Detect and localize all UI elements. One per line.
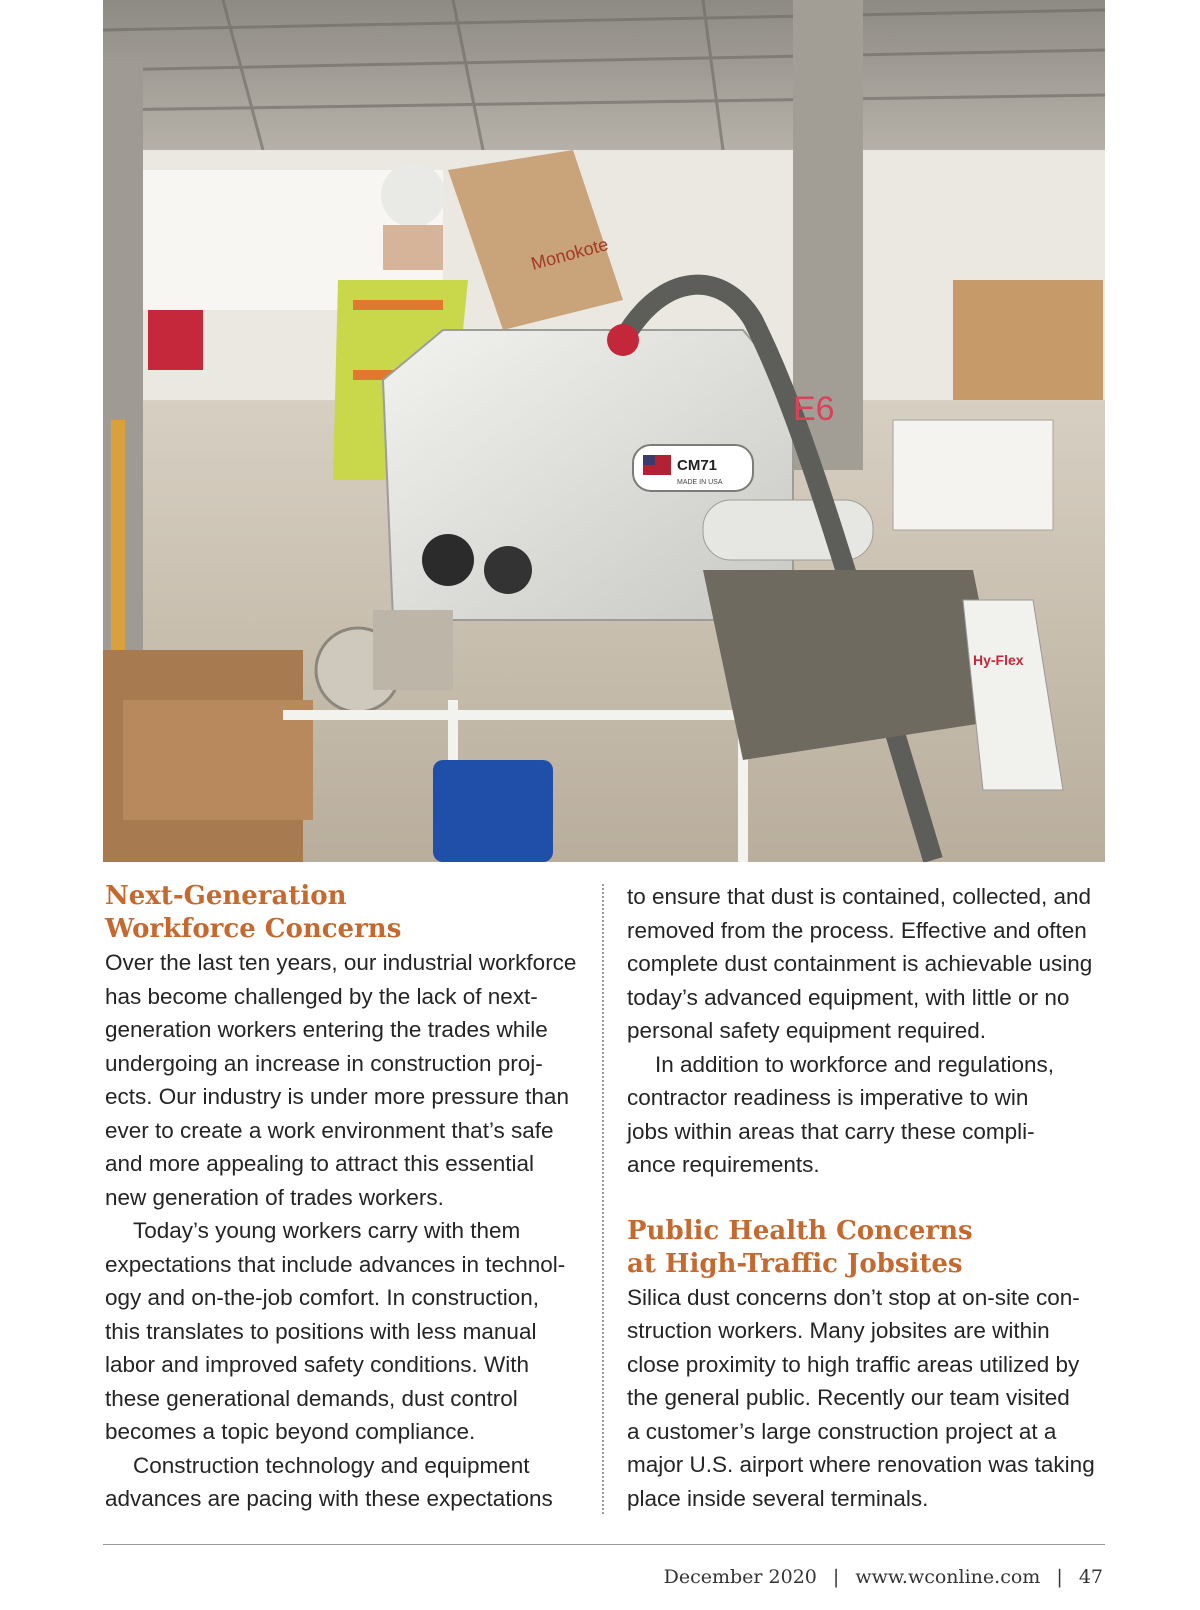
text-line: ects. Our industry is under more pressure than	[105, 1084, 569, 1109]
text-line: Silica dust concerns don’t stop at on-site con-	[627, 1284, 1080, 1310]
text-line: the general public. Recently our team visited	[627, 1385, 1070, 1410]
text-line: major U.S. airport where renovation was taking	[627, 1452, 1095, 1477]
text-line: a customer’s large construction project at a	[627, 1418, 1057, 1444]
text-line: undergoing an increase in construction proj-	[105, 1050, 543, 1076]
body-paragraph	[105, 1449, 580, 1516]
text-line: ever to create a work environment that’s safe	[105, 1117, 554, 1143]
issue-date: December 2020	[663, 1566, 817, 1588]
text-line: this translates to positions with less manual	[105, 1318, 537, 1344]
text-line: today’s advanced equipment, with little or no	[627, 984, 1070, 1010]
text-line: personal safety equipment required.	[627, 1018, 986, 1043]
machine-sublabel: MADE IN USA	[677, 479, 723, 486]
body-paragraph	[627, 1048, 1102, 1182]
footer-separator: |	[832, 1566, 840, 1588]
website-link[interactable]: www.wconline.com	[855, 1566, 1041, 1588]
text-line: contractor readiness is imperative to win	[627, 1085, 1029, 1110]
page-footer	[664, 1566, 1103, 1588]
text-line: Today’s young workers carry with them	[133, 1218, 521, 1243]
heading-line: Public Health Concerns	[627, 1215, 973, 1246]
text-line: has become challenged by the lack of next-	[105, 983, 538, 1009]
footer-rule	[103, 1544, 1105, 1545]
heading-line: Next-Generation	[105, 881, 347, 911]
page-number: 47	[1078, 1566, 1103, 1588]
footer-separator: |	[1056, 1566, 1063, 1588]
column-divider	[602, 884, 604, 1514]
text-line: generation workers entering the trades while	[105, 1017, 548, 1042]
section-spacer	[627, 1182, 1102, 1215]
machine-label: CM71	[677, 457, 718, 474]
body-paragraph	[627, 1281, 1102, 1516]
text-line: these generational demands, dust control	[105, 1385, 518, 1411]
brand-label: Hy-Flex	[973, 652, 1024, 668]
text-line: jobs within areas that carry these compli-	[627, 1118, 1035, 1144]
text-line: and more appealing to attract this essential	[105, 1151, 535, 1176]
text-line: to ensure that dust is contained, collected, and	[627, 884, 1092, 909]
body-paragraph	[627, 880, 1102, 1048]
section-heading-workforce	[105, 880, 580, 946]
text-line: becomes a topic beyond compliance.	[105, 1419, 476, 1444]
pillar-marking: E6	[793, 390, 835, 428]
body-paragraph	[105, 946, 580, 1214]
text-line: expectations that include advances in technol-	[105, 1251, 566, 1277]
heading-line: Workforce Concerns	[105, 914, 402, 944]
section-heading-public-health	[627, 1215, 1102, 1281]
text-line: advances are pacing with these expectations	[105, 1486, 553, 1511]
text-line: complete dust containment is achievable using	[627, 951, 1093, 976]
body-paragraph	[105, 1214, 580, 1449]
heading-line: at High-Traffic Jobsites	[627, 1248, 963, 1279]
bag-print-text: Monokote	[528, 234, 611, 274]
text-line: labor and improved safety conditions. With	[105, 1352, 529, 1377]
right-column	[627, 880, 1102, 1515]
article-photo	[103, 0, 1105, 862]
text-line: close proximity to high traffic areas utilized by	[627, 1351, 1080, 1377]
text-line: Over the last ten years, our industrial workforce	[105, 950, 577, 975]
text-line: ogy and on-the-job comfort. In construction,	[105, 1285, 539, 1310]
construction-site-image	[103, 0, 1105, 862]
text-line: place inside several terminals.	[627, 1485, 929, 1511]
text-line: new generation of trades workers.	[105, 1184, 444, 1210]
left-column	[105, 880, 580, 1516]
text-line: removed from the process. Effective and often	[627, 917, 1087, 943]
text-line: In addition to workforce and regulations,	[655, 1051, 1054, 1077]
text-line: struction workers. Many jobsites are within	[627, 1318, 1050, 1343]
text-line: ance requirements.	[627, 1152, 820, 1177]
text-line: Construction technology and equipment	[133, 1452, 530, 1478]
